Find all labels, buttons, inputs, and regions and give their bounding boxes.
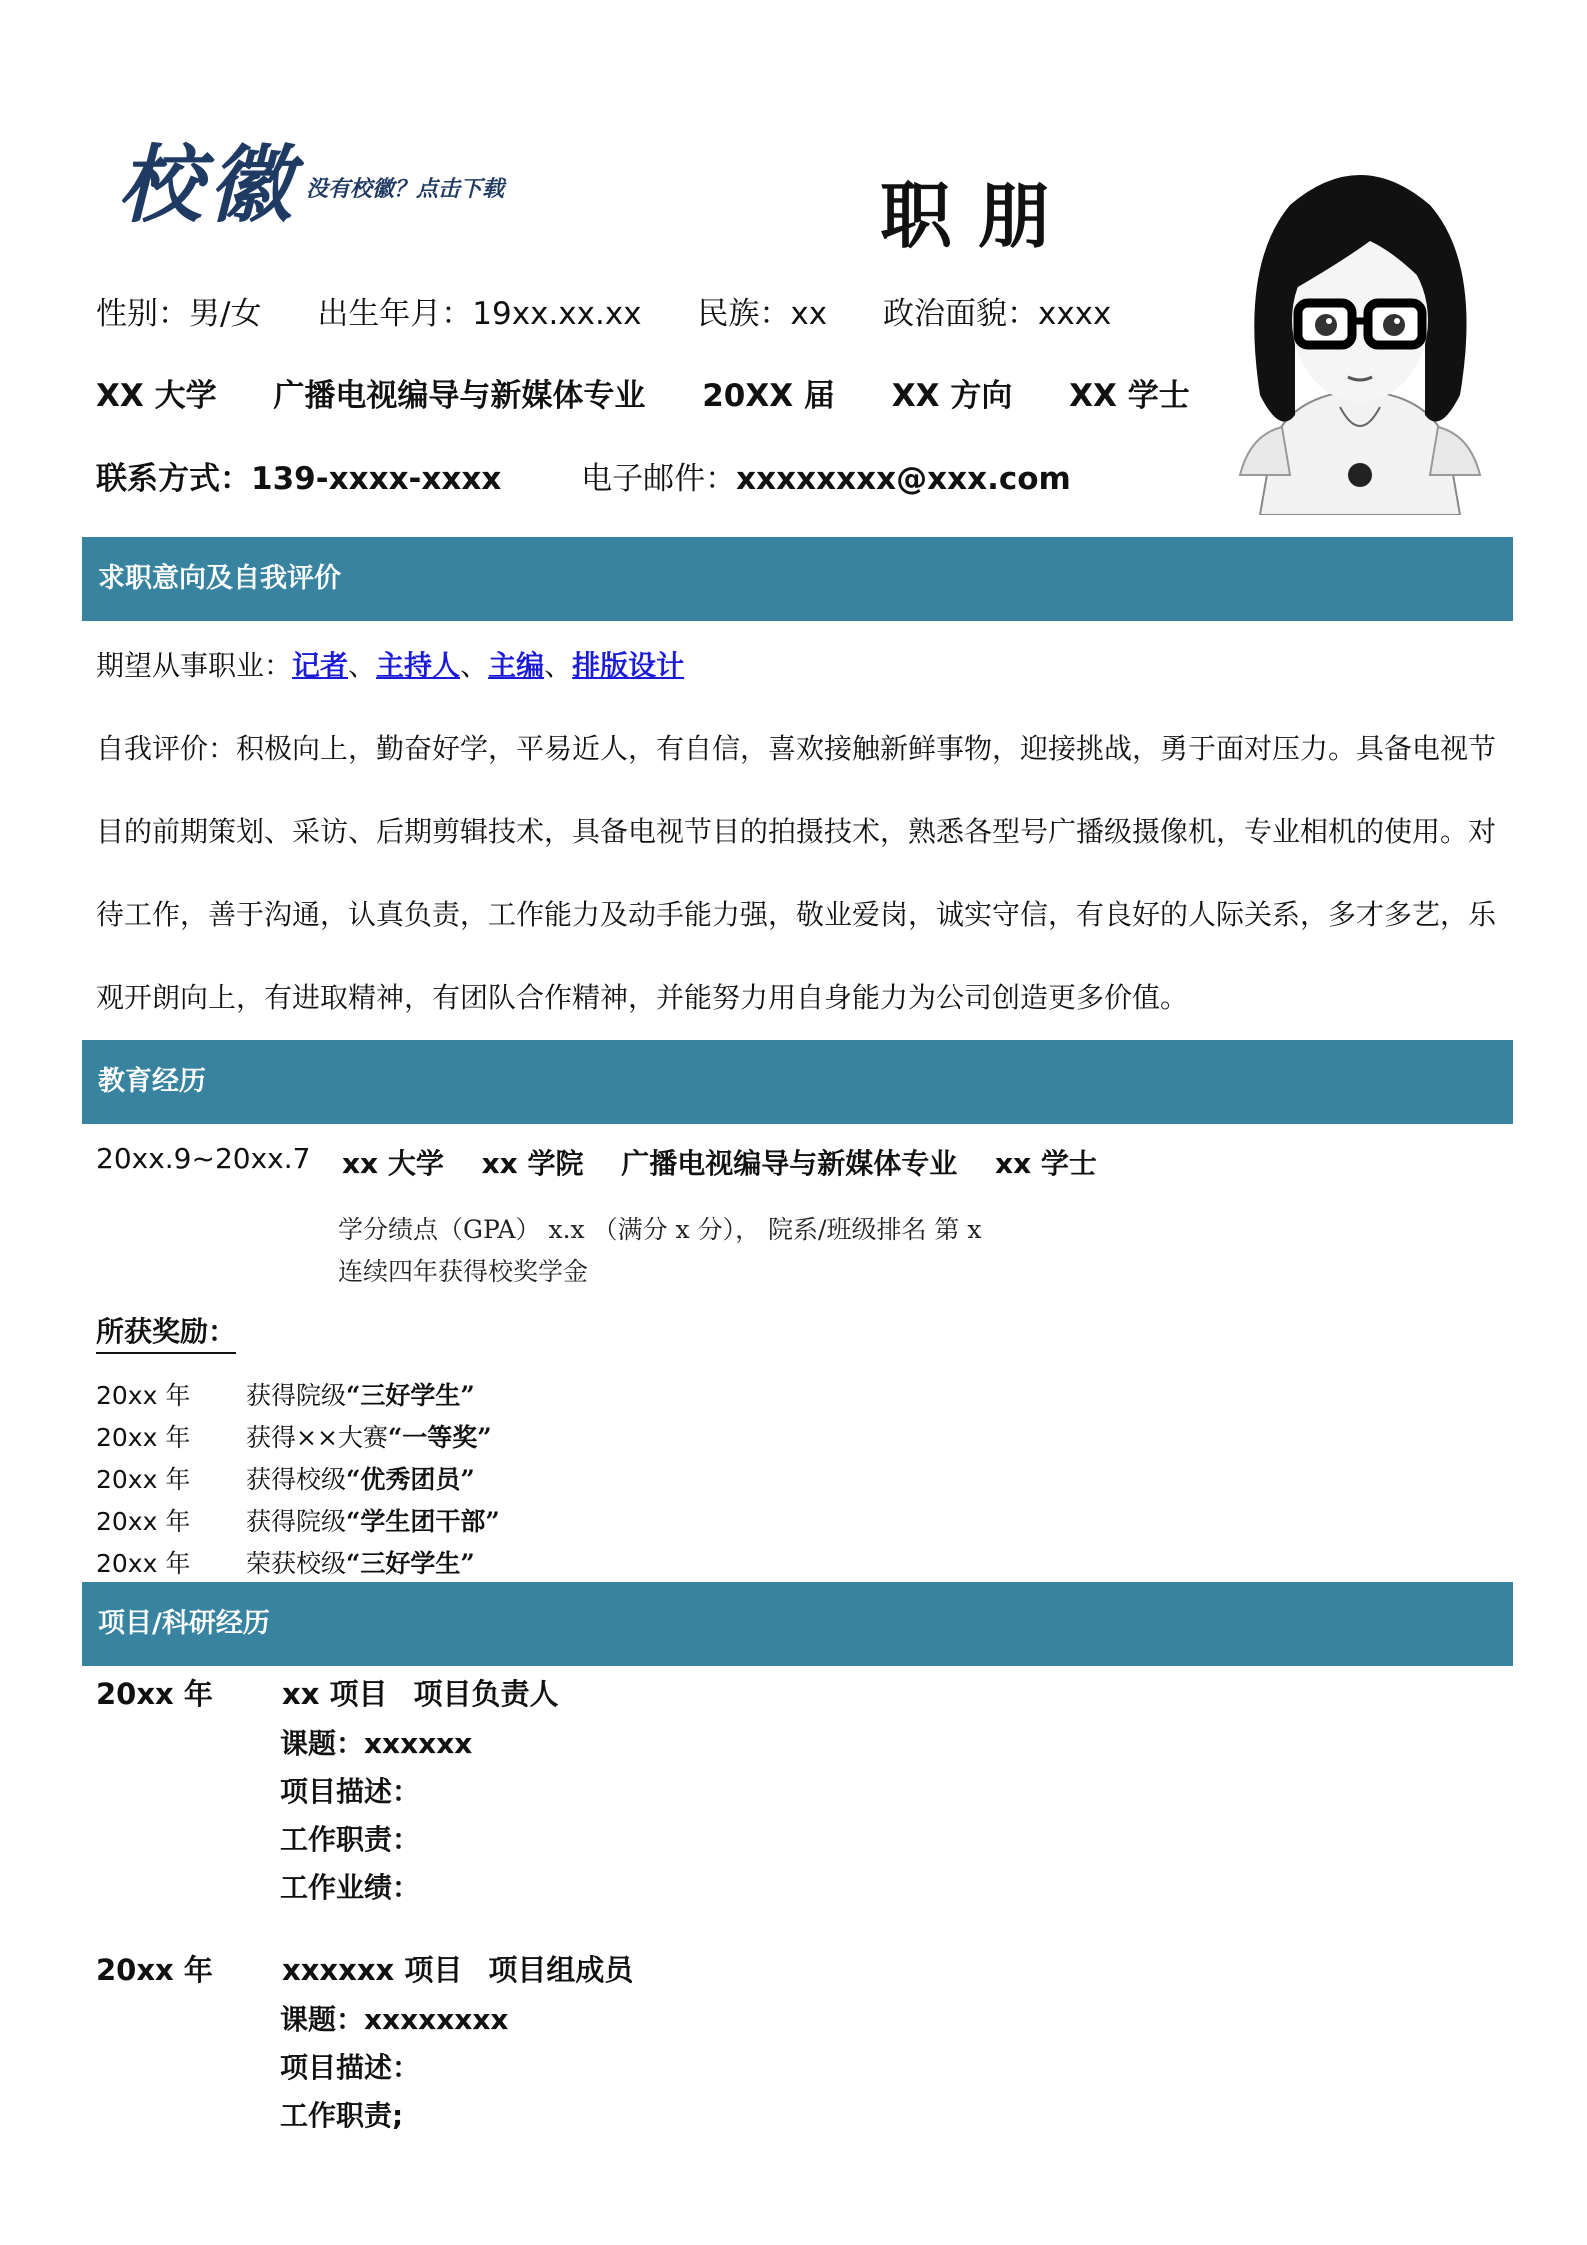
contact-row <box>96 453 1071 498</box>
award-year: 20xx 年 <box>96 1423 191 1452</box>
gpa-line: 学分绩点（GPA） x.x （满分 x 分）， 院系/班级排名 第 x <box>338 1215 982 1244</box>
self-eval-line: 自我评价：积极向上，勤奋好学，平易近人，有自信，喜欢接触新鲜事物，迎接挑战，勇于面对压力。具备电视节 <box>96 732 1497 765</box>
ethnicity-field: 民族：xx <box>697 296 828 332</box>
gender-field: 性别：男/女 <box>96 296 262 332</box>
edu-degree: xx 学士 <box>995 1147 1097 1180</box>
job-link-host[interactable]: 主持人 <box>376 649 461 682</box>
award-item <box>246 1376 475 1412</box>
basic-info-row <box>96 288 1157 333</box>
section-header-intent: 求职意向及自我评价 <box>82 537 1513 621</box>
edu-college: xx 学院 <box>481 1147 584 1180</box>
education-period: 20xx.9~20xx.7 <box>96 1142 311 1175</box>
award-title: “优秀团员” <box>346 1465 475 1494</box>
project-description: 项目描述： <box>280 2051 421 2084</box>
award-title: “学生团干部” <box>346 1507 500 1536</box>
job-intent-row <box>96 624 1506 707</box>
job-link-reporter[interactable]: 记者 <box>292 649 349 682</box>
scholarship-line: 连续四年获得校奖学金 <box>338 1257 589 1286</box>
awards-title: 所获奖励： <box>96 1310 236 1354</box>
education-main-row <box>342 1142 1125 1182</box>
school-logo[interactable]: 校徽 <box>118 135 299 234</box>
separator: 、 <box>348 649 377 682</box>
award-prefix: 获得校级 <box>246 1465 347 1494</box>
award-title: “一等奖” <box>387 1423 492 1452</box>
award-year: 20xx 年 <box>96 1465 191 1494</box>
project-heading <box>282 1948 659 1989</box>
project-name: xx 项目 <box>282 1677 388 1711</box>
award-prefix: 获得××大赛 <box>246 1423 388 1452</box>
job-link-editor[interactable]: 主编 <box>488 649 545 682</box>
award-item <box>246 1418 492 1454</box>
school-info-row <box>96 370 1236 415</box>
job-intent-label: 期望从事职业： <box>96 649 293 682</box>
award-title: “三好学生” <box>346 1549 475 1578</box>
project-year: 20xx 年 <box>96 1677 213 1711</box>
award-title: “三好学生” <box>346 1381 475 1410</box>
project-role: 项目负责人 <box>413 1677 559 1711</box>
section-header-projects: 项目/科研经历 <box>82 1582 1513 1666</box>
project-name: xxxxxx 项目 <box>282 1953 463 1987</box>
edu-university: xx 大学 <box>342 1147 444 1180</box>
self-evaluation <box>96 707 1506 1039</box>
project-topic: 课题：xxxxxxxx <box>280 2003 509 2036</box>
award-item <box>246 1544 475 1580</box>
contact-label: 联系方式： <box>96 461 251 497</box>
project-topic: 课题：xxxxxx <box>280 1727 473 1760</box>
self-eval-line: 待工作，善于沟通，认真负责，工作能力及动手能力强，敬业爱岗，诚实守信，有良好的人际关系，多才多艺，乐 <box>96 898 1497 931</box>
edu-major: 广播电视编导与新媒体专业 <box>621 1147 958 1180</box>
direction-field: XX 方向 <box>891 378 1013 414</box>
award-year: 20xx 年 <box>96 1549 191 1578</box>
email-label: 电子邮件： <box>581 461 737 497</box>
award-item <box>246 1460 475 1496</box>
project-year: 20xx 年 <box>96 1953 213 1987</box>
major-field: 广播电视编导与新媒体专业 <box>273 378 646 414</box>
class-year-field: 20XX 届 <box>702 378 835 414</box>
project-heading <box>282 1672 585 1713</box>
project-role: 项目组成员 <box>488 1953 634 1987</box>
phone-value: 139-xxxx-xxxx <box>251 461 502 497</box>
self-eval-line: 观开朗向上，有进取精神，有团队合作精神，并能努力用自身能力为公司创造更多价值。 <box>96 981 1189 1014</box>
birth-field: 出生年月：19xx.xx.xx <box>317 296 642 332</box>
award-item <box>246 1502 500 1538</box>
job-link-layout-design[interactable]: 排版设计 <box>572 649 685 682</box>
candidate-name: 职朋 <box>880 174 1077 258</box>
political-field: 政治面貌：xxxx <box>882 296 1112 332</box>
separator: 、 <box>544 649 573 682</box>
self-eval-line: 目的前期策划、采访、后期剪辑技术，具备电视节目的拍摄技术，熟悉各型号广播级摄像机，专业相机的使用。对 <box>96 815 1497 848</box>
award-prefix: 获得院级 <box>246 1507 347 1536</box>
project-description: 项目描述： <box>280 1775 421 1808</box>
separator: 、 <box>460 649 489 682</box>
project-duties: 工作职责; <box>280 2099 404 2132</box>
project-duties: 工作职责： <box>280 1823 421 1856</box>
award-prefix: 荣获校级 <box>246 1549 347 1578</box>
award-year: 20xx 年 <box>96 1381 191 1410</box>
logo-download-link[interactable]: 没有校徽？点击下载 <box>306 176 505 202</box>
project-achievements: 工作业绩： <box>280 1871 421 1904</box>
avatar <box>1220 145 1500 515</box>
university-field: XX 大学 <box>96 378 217 414</box>
email-value: xxxxxxxx@xxx.com <box>736 461 1071 497</box>
degree-field: XX 学士 <box>1069 378 1190 414</box>
award-year: 20xx 年 <box>96 1507 191 1536</box>
award-prefix: 获得院级 <box>246 1381 347 1410</box>
section-header-education: 教育经历 <box>82 1040 1513 1124</box>
